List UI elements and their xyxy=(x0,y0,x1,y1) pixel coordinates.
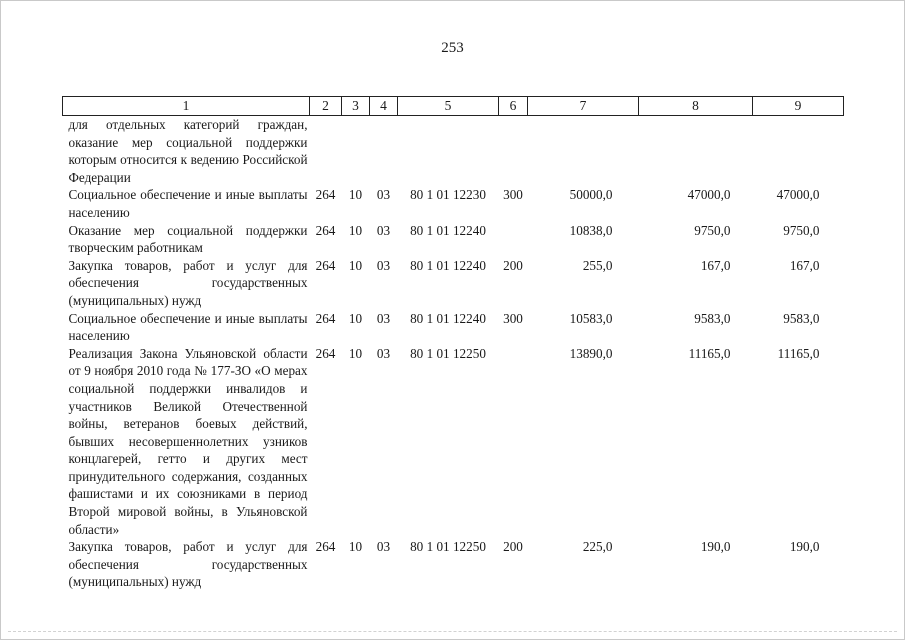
header-row xyxy=(63,97,844,116)
row-expense-type xyxy=(499,345,528,539)
row-description: Реализация Закона Ульяновской области от 9 ноября 2010 года № 177-ЗО «О мерах социальной поддержки инвалидов и участников Великой Отечественной войны, ветеранов боевых действий, бывших несовершеннолетних узников концлагерей, гетто и других мест принудительного содержания, созданных фашистами и их союзниками в период Второй мировой войны, в Ульяновской области» xyxy=(68,345,308,537)
row-target-code: 80 1 01 12240 xyxy=(410,222,486,238)
row-description: Оказание мер социальной поддержки творческим работникам xyxy=(68,222,308,256)
table-row xyxy=(63,538,844,591)
row-amount-col7: 10583,0 xyxy=(569,310,613,326)
scan-edge-line xyxy=(8,631,897,632)
row-amount-col8: 9750,0 xyxy=(694,222,731,238)
row-amount-col9 xyxy=(753,116,844,187)
row-subsection: 03 xyxy=(376,257,391,273)
row-subsection: 03 xyxy=(376,187,391,203)
row-expense-type: 300 xyxy=(503,310,523,326)
row-amount-col7: 13890,0 xyxy=(569,345,613,361)
row-expense-type: 200 xyxy=(503,539,523,555)
table-row xyxy=(63,186,844,221)
page-number: 253 xyxy=(441,40,464,56)
budget-table xyxy=(62,96,844,591)
header-col-1: 1 xyxy=(63,97,310,116)
table-row xyxy=(63,116,844,187)
row-amount-col9: 47000,0 xyxy=(776,187,820,203)
header-col-7: 7 xyxy=(528,97,639,116)
table-row xyxy=(63,222,844,257)
row-amount-col9: 9750,0 xyxy=(783,222,820,238)
header-col-4: 4 xyxy=(370,97,398,116)
row-ministry-code: 264 xyxy=(315,310,336,326)
header-col-5: 5 xyxy=(398,97,499,116)
row-amount-col8 xyxy=(639,116,753,187)
row-section: 10 xyxy=(348,257,363,273)
row-amount-col7: 255,0 xyxy=(582,257,613,273)
row-subsection: 03 xyxy=(376,222,391,238)
row-expense-type xyxy=(499,222,528,257)
row-description: для отдельных категорий граждан, оказание мер социальной поддержки которым относится к ведению Российской Федерации xyxy=(68,117,308,185)
row-ministry-code: 264 xyxy=(315,187,336,203)
row-subsection: 03 xyxy=(376,539,391,555)
row-section: 10 xyxy=(348,345,363,361)
row-section: 10 xyxy=(348,187,363,203)
row-ministry-code: 264 xyxy=(315,257,336,273)
row-amount-col9: 190,0 xyxy=(789,539,820,555)
row-amount-col8: 167,0 xyxy=(700,257,731,273)
row-subsection xyxy=(370,116,398,187)
row-ministry-code: 264 xyxy=(315,222,336,238)
row-amount-col7 xyxy=(528,116,639,187)
table-header xyxy=(63,97,844,116)
row-amount-col8: 47000,0 xyxy=(687,187,731,203)
table-row xyxy=(63,310,844,345)
row-ministry-code: 264 xyxy=(315,345,336,361)
row-section: 10 xyxy=(348,539,363,555)
row-description: Социальное обеспечение и иные выплаты населению xyxy=(68,187,308,220)
row-target-code xyxy=(398,116,499,187)
row-amount-col8: 11165,0 xyxy=(688,345,731,361)
row-target-code: 80 1 01 12240 xyxy=(410,257,486,273)
row-amount-col9: 9583,0 xyxy=(783,310,820,326)
row-subsection: 03 xyxy=(376,310,391,326)
row-amount-col9: 11165,0 xyxy=(777,345,820,361)
row-expense-type: 300 xyxy=(503,187,523,203)
row-amount-col7: 10838,0 xyxy=(569,222,613,238)
row-description: Закупка товаров, работ и услуг для обеспечения государственных (муниципальных) нужд xyxy=(68,257,308,308)
header-col-3: 3 xyxy=(342,97,370,116)
header-col-9: 9 xyxy=(753,97,844,116)
header-col-6: 6 xyxy=(499,97,528,116)
row-section: 10 xyxy=(348,222,363,238)
row-amount-col7: 225,0 xyxy=(582,539,613,555)
row-target-code: 80 1 01 12240 xyxy=(410,310,486,326)
row-amount-col9: 167,0 xyxy=(789,257,820,273)
row-description: Социальное обеспечение и иные выплаты населению xyxy=(68,310,308,344)
row-target-code: 80 1 01 12250 xyxy=(410,345,486,361)
table-row xyxy=(63,257,844,310)
row-expense-type xyxy=(499,116,528,187)
row-description: Закупка товаров, работ и услуг для обеспечения государственных (муниципальных) нужд xyxy=(68,539,308,590)
row-amount-col8: 190,0 xyxy=(700,539,731,555)
row-section: 10 xyxy=(348,310,363,326)
row-expense-type: 200 xyxy=(503,257,523,273)
row-target-code: 80 1 01 12230 xyxy=(410,187,486,203)
row-amount-col8: 9583,0 xyxy=(694,310,731,326)
row-section xyxy=(342,116,370,187)
header-col-2: 2 xyxy=(310,97,342,116)
table-row xyxy=(63,345,844,539)
row-ministry-code xyxy=(310,116,342,187)
header-col-8: 8 xyxy=(639,97,753,116)
row-ministry-code: 264 xyxy=(315,539,336,555)
row-amount-col7: 50000,0 xyxy=(569,187,613,203)
table-body xyxy=(63,116,844,592)
row-target-code: 80 1 01 12250 xyxy=(410,539,486,555)
row-subsection: 03 xyxy=(376,345,391,361)
